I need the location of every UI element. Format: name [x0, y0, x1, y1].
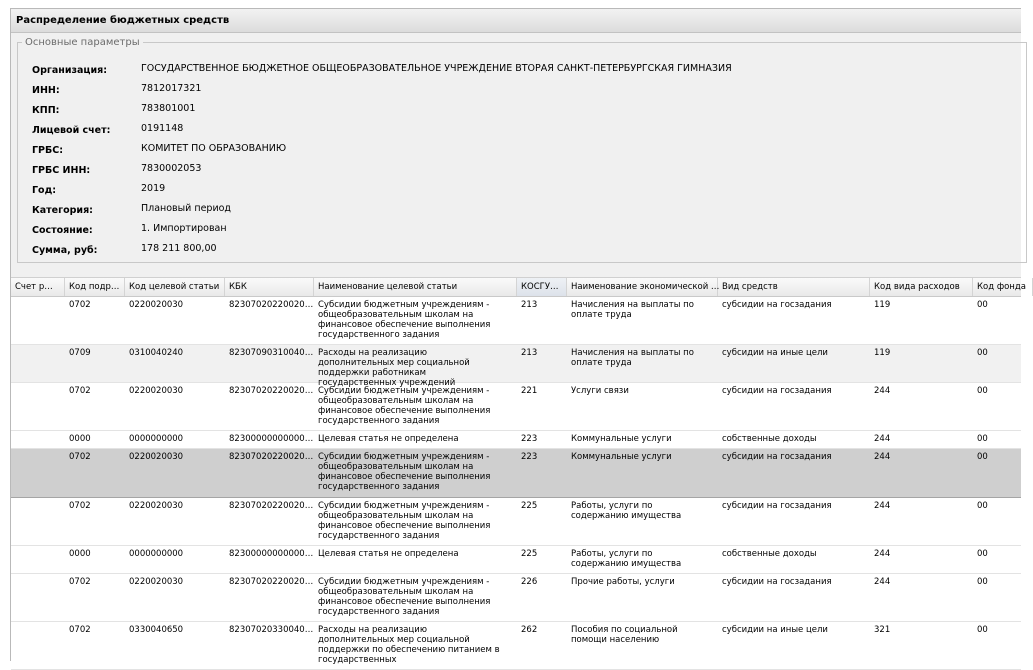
cell-target-code: 0000000000: [129, 549, 184, 559]
cell-dept-code: 0702: [69, 577, 91, 587]
cell-fund-code: 00: [977, 386, 988, 396]
param-label: ГРБС:: [32, 145, 64, 156]
cell-funds-type: субсидии на госзадания: [722, 501, 832, 511]
cell-econ-name: Услуги связи: [571, 386, 629, 396]
cell-expense-code: 244: [874, 501, 891, 511]
cell-target-name: Расходы на реализацию дополнительных мер социальной поддержки работникам государственных учреждений: [318, 348, 470, 388]
table-row[interactable]: [11, 574, 1021, 622]
table-row[interactable]: [11, 546, 1021, 574]
cell-econ-name: Работы, услуги по содержанию имущества: [571, 549, 682, 569]
column-header-expense-code[interactable]: Код вида расходов: [870, 278, 973, 296]
param-value: 178 211 800,00: [141, 243, 217, 254]
cell-kosgu: 225: [521, 501, 538, 511]
cell-fund-code: 00: [977, 549, 988, 559]
param-label: Сумма, руб:: [32, 245, 98, 256]
cell-econ-name: Работы, услуги по содержанию имущества: [571, 501, 682, 521]
cell-funds-type: субсидии на госзадания: [722, 386, 832, 396]
cell-kbk: 82300000000000…: [229, 549, 314, 559]
table-row[interactable]: [11, 383, 1021, 431]
cell-dept-code: 0709: [69, 348, 91, 358]
cell-target-code: 0220020030: [129, 501, 184, 511]
param-label: Состояние:: [32, 225, 93, 236]
param-label: Год:: [32, 185, 57, 196]
cell-target-code: 0220020030: [129, 300, 184, 310]
cell-dept-code: 0702: [69, 501, 91, 511]
cell-econ-name: Прочие работы, услуги: [571, 577, 675, 587]
cell-target-name: Субсидии бюджетным учреждениям - общеобразовательным школам на финансовое обеспечение выполнения государственного задания: [318, 300, 491, 340]
column-header-account[interactable]: Счет р…: [11, 278, 65, 296]
cell-target-code: 0330040650: [129, 625, 184, 635]
params-panel: [11, 33, 1021, 277]
cell-econ-name: Начисления на выплаты по оплате труда: [571, 300, 694, 320]
cell-funds-type: субсидии на иные цели: [722, 625, 828, 635]
cell-target-name: Целевая статья не определена: [318, 549, 459, 559]
column-header-funds-type[interactable]: Вид средств: [718, 278, 870, 296]
cell-expense-code: 119: [874, 348, 891, 358]
table-row[interactable]: [11, 498, 1021, 546]
param-value: 2019: [141, 183, 166, 194]
param-value: 0191148: [141, 123, 184, 134]
cell-kbk: 82307020220020…: [229, 501, 314, 511]
cell-target-code: 0310040240: [129, 348, 184, 358]
cell-kosgu: 223: [521, 434, 538, 444]
window-title: Распределение бюджетных средств: [11, 9, 1021, 33]
cell-target-code: 0220020030: [129, 577, 184, 587]
column-header-econ-name[interactable]: Наименование экономической …: [567, 278, 718, 296]
cell-kbk: 82307090310040…: [229, 348, 314, 358]
param-value: 7830002053: [141, 163, 202, 174]
cell-fund-code: 00: [977, 577, 988, 587]
cell-kbk: 82307020220020…: [229, 452, 314, 462]
cell-econ-name: Начисления на выплаты по оплате труда: [571, 348, 694, 368]
cell-expense-code: 244: [874, 434, 891, 444]
table-row-selected[interactable]: [11, 449, 1021, 498]
param-value: 783801001: [141, 103, 196, 114]
cell-target-name: Субсидии бюджетным учреждениям - общеобразовательным школам на финансовое обеспечение выполнения государственного задания: [318, 386, 491, 426]
cell-expense-code: 244: [874, 386, 891, 396]
cell-target-name: Субсидии бюджетным учреждениям - общеобразовательным школам на финансовое обеспечение выполнения государственного задания: [318, 577, 491, 617]
cell-fund-code: 00: [977, 348, 988, 358]
param-value: 7812017321: [141, 83, 202, 94]
cell-econ-name: Пособия по социальной помощи населению: [571, 625, 678, 645]
cell-target-name: Субсидии бюджетным учреждениям - общеобразовательным школам на финансовое обеспечение выполнения государственного задания: [318, 501, 491, 541]
cell-dept-code: 0702: [69, 625, 91, 635]
cell-kosgu: 223: [521, 452, 538, 462]
cell-kosgu: 262: [521, 625, 538, 635]
cell-kbk: 82307020220020…: [229, 577, 314, 587]
column-header-kosgu[interactable]: КОСГУ…: [517, 278, 567, 296]
cell-expense-code: 119: [874, 300, 891, 310]
main-params-fieldset: [17, 37, 1027, 263]
cell-kbk: 82307020330040…: [229, 625, 314, 635]
cell-kosgu: 213: [521, 300, 538, 310]
grid-header: [11, 278, 1026, 297]
cell-dept-code: 0702: [69, 452, 91, 462]
param-label: КПП:: [32, 105, 60, 116]
cell-fund-code: 00: [977, 501, 988, 511]
cell-expense-code: 321: [874, 625, 891, 635]
cell-kbk: 82307020220020…: [229, 386, 314, 396]
param-label: ИНН:: [32, 85, 60, 96]
cell-dept-code: 0702: [69, 300, 91, 310]
param-label: Организация:: [32, 65, 107, 76]
cell-target-name: Целевая статья не определена: [318, 434, 459, 444]
cell-expense-code: 244: [874, 452, 891, 462]
column-header-fund-code[interactable]: Код фонда: [973, 278, 1033, 296]
cell-expense-code: 244: [874, 577, 891, 587]
cell-target-code: 0220020030: [129, 452, 184, 462]
cell-dept-code: 0000: [69, 434, 91, 444]
cell-econ-name: Коммунальные услуги: [571, 452, 672, 462]
cell-dept-code: 0702: [69, 386, 91, 396]
param-label: ГРБС ИНН:: [32, 165, 91, 176]
cell-target-code: 0000000000: [129, 434, 184, 444]
cell-kbk: 82307020220020…: [229, 300, 314, 310]
cell-target-code: 0220020030: [129, 386, 184, 396]
param-value: Плановый период: [141, 203, 231, 214]
cell-funds-type: собственные доходы: [722, 549, 817, 559]
budget-distribution-window: [10, 8, 1026, 665]
column-header-target-name[interactable]: Наименование целевой статьи: [314, 278, 517, 296]
cell-funds-type: субсидии на госзадания: [722, 452, 832, 462]
param-value: ГОСУДАРСТВЕННОЕ БЮДЖЕТНОЕ ОБЩЕОБРАЗОВАТЕЛЬНОЕ УЧРЕЖДЕНИЕ ВТОРАЯ САНКТ-ПЕТЕРБУРГСКАЯ ГИМНАЗИЯ: [141, 63, 732, 74]
cell-kosgu: 213: [521, 348, 538, 358]
cell-kosgu: 225: [521, 549, 538, 559]
cell-dept-code: 0000: [69, 549, 91, 559]
table-row[interactable]: [11, 431, 1021, 449]
cell-target-name: Расходы на реализацию дополнительных мер социальной поддержки по обеспечению питанием в государственных: [318, 625, 500, 665]
cell-fund-code: 00: [977, 434, 988, 444]
column-header-dept-code[interactable]: Код подр…: [65, 278, 125, 296]
cell-funds-type: субсидии на госзадания: [722, 577, 832, 587]
param-value: 1. Импортирован: [141, 223, 227, 234]
column-header-kbk[interactable]: КБК: [225, 278, 314, 296]
cell-expense-code: 244: [874, 549, 891, 559]
cell-fund-code: 00: [977, 300, 988, 310]
param-label: Лицевой счет:: [32, 125, 111, 136]
cell-funds-type: собственные доходы: [722, 434, 817, 444]
param-label: Категория:: [32, 205, 93, 216]
cell-kbk: 82300000000000…: [229, 434, 314, 444]
budget-grid: [11, 277, 1026, 665]
main-params-legend: Основные параметры: [25, 37, 140, 48]
cell-kosgu: 226: [521, 577, 538, 587]
cell-target-name: Субсидии бюджетным учреждениям - общеобразовательным школам на финансовое обеспечение выполнения государственного задания: [318, 452, 491, 492]
table-row[interactable]: [11, 345, 1021, 388]
param-value: КОМИТЕТ ПО ОБРАЗОВАНИЮ: [141, 143, 287, 154]
column-header-target-code[interactable]: Код целевой статьи: [125, 278, 225, 296]
cell-funds-type: субсидии на иные цели: [722, 348, 828, 358]
table-row[interactable]: [11, 297, 1021, 345]
table-row[interactable]: [11, 622, 1021, 670]
cell-econ-name: Коммунальные услуги: [571, 434, 672, 444]
cell-funds-type: субсидии на госзадания: [722, 300, 832, 310]
cell-fund-code: 00: [977, 625, 988, 635]
cell-fund-code: 00: [977, 452, 988, 462]
cell-kosgu: 221: [521, 386, 538, 396]
